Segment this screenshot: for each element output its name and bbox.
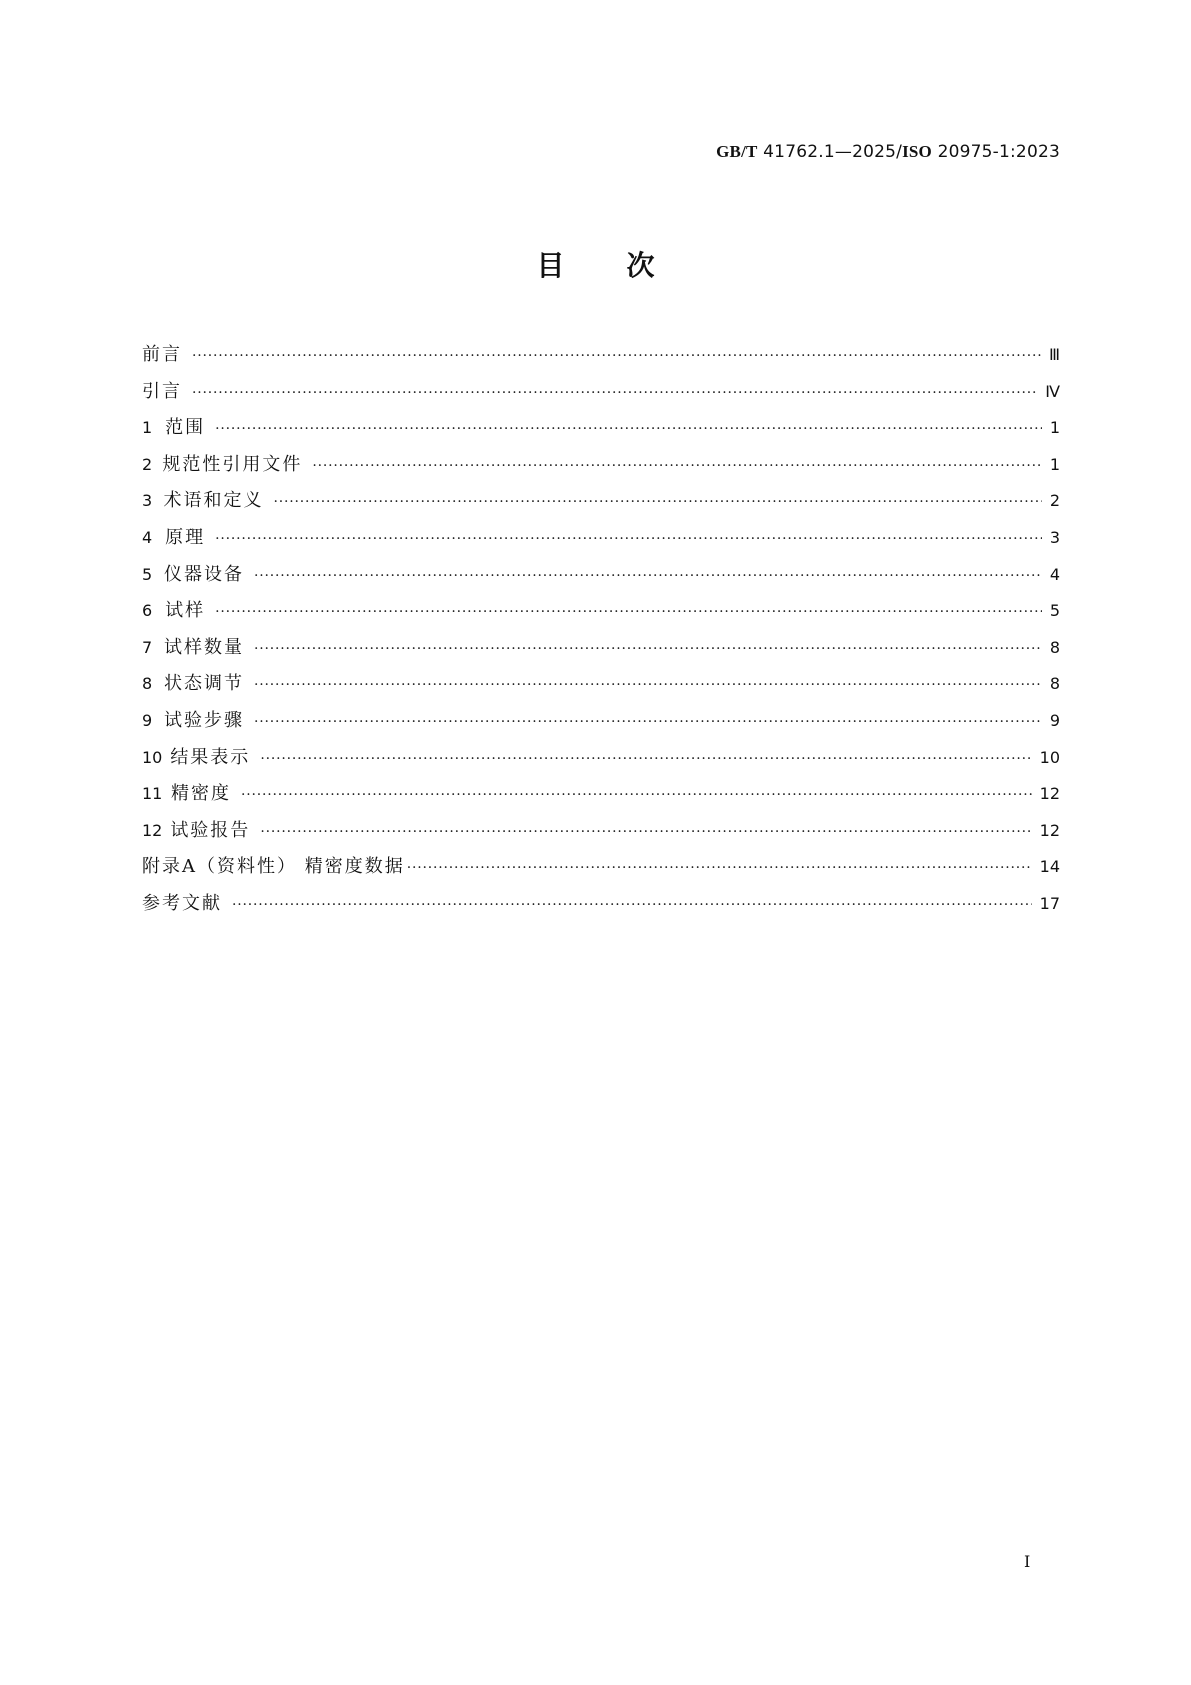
toc-entry-page: 5: [1049, 601, 1060, 621]
standard-prefix: GB/T: [716, 142, 758, 161]
toc-entry-page: Ⅳ: [1045, 381, 1060, 401]
dot-leader: [215, 421, 1042, 437]
toc-entry-procedure[interactable]: [142, 706, 1060, 743]
table-of-contents: [142, 340, 1060, 926]
toc-entry-number: 12: [142, 820, 163, 840]
toc-entry-expression-of-results[interactable]: [142, 743, 1060, 780]
toc-entry-page: 4: [1049, 564, 1060, 584]
iso-number: 20975-1:2023: [931, 142, 1060, 162]
toc-entry-page: 8: [1049, 637, 1060, 657]
toc-entry-page: 1: [1049, 454, 1060, 474]
toc-entry-page: 12: [1039, 820, 1060, 840]
toc-entry-annex-a[interactable]: [142, 852, 1060, 889]
toc-entry-number-of-specimens[interactable]: [142, 633, 1060, 670]
dot-leader: [273, 494, 1041, 510]
standard-number: 41762.1—2025/: [757, 142, 903, 162]
toc-entry-number: 6: [142, 601, 153, 621]
toc-entry-page: Ⅲ: [1048, 345, 1060, 364]
toc-entry-preface[interactable]: [142, 340, 1060, 377]
dot-leader: [254, 677, 1042, 693]
toc-entry-label: 试验报告: [170, 819, 251, 841]
toc-entry-number: 7: [142, 637, 153, 657]
toc-entry-page: 12: [1039, 784, 1060, 804]
toc-entry-number: 1: [142, 418, 153, 438]
toc-entry-principle[interactable]: [142, 523, 1060, 560]
dot-leader: [215, 604, 1042, 620]
toc-entry-label: 状态调节: [164, 673, 245, 695]
toc-entry-number: 5: [142, 564, 153, 584]
toc-entry-terms[interactable]: [142, 486, 1060, 523]
toc-entry-label: 参考文献: [142, 892, 222, 914]
dot-leader: [215, 531, 1042, 547]
toc-entry-page: 9: [1049, 710, 1060, 730]
dot-leader: [254, 714, 1042, 730]
toc-entry-number: 3: [142, 491, 153, 511]
toc-entry-page: 8: [1049, 674, 1060, 694]
toc-entry-number: 10: [142, 747, 163, 767]
toc-entry-page: 3: [1049, 527, 1060, 547]
toc-entry-scope[interactable]: [142, 413, 1060, 450]
toc-entry-number: 4: [142, 527, 153, 547]
toc-entry-conditioning[interactable]: [142, 669, 1060, 706]
toc-entry-apparatus[interactable]: [142, 560, 1060, 597]
toc-entry-bibliography[interactable]: [142, 889, 1060, 926]
toc-entry-label: 引言: [142, 380, 182, 402]
toc-entry-number: 8: [142, 674, 153, 694]
toc-entry-page: 2: [1049, 491, 1060, 511]
toc-entry-label: 试验步骤: [164, 709, 245, 731]
toc-entry-normative-references[interactable]: [142, 450, 1060, 487]
dot-leader: [260, 824, 1031, 840]
toc-entry-label: 术语和定义: [163, 490, 264, 512]
page-number: Ⅰ: [1024, 1552, 1031, 1571]
toc-entry-label: 试样: [165, 600, 206, 622]
standard-code: [716, 142, 1060, 162]
iso-prefix: ISO: [902, 142, 932, 161]
dot-leader: [192, 385, 1037, 401]
dot-leader: [192, 348, 1041, 364]
dot-leader: [254, 568, 1042, 584]
toc-entry-label: 附录A（资料性） 精密度数据: [142, 856, 405, 878]
toc-entry-number: 2: [142, 454, 153, 474]
toc-entry-page: 14: [1039, 857, 1060, 877]
dot-leader: [232, 897, 1032, 913]
dot-leader: [260, 751, 1031, 767]
toc-entry-page: 10: [1039, 747, 1060, 767]
toc-entry-page: 17: [1039, 893, 1060, 913]
toc-entry-test-report[interactable]: [142, 816, 1060, 853]
toc-entry-label: 规范性引用文件: [162, 453, 303, 475]
toc-entry-number: 11: [142, 784, 163, 804]
toc-entry-label: 结果表示: [170, 746, 251, 768]
dot-leader: [407, 860, 1032, 876]
toc-entry-label: 精密度: [171, 783, 232, 805]
dot-leader: [254, 641, 1042, 657]
toc-entry-label: 原理: [165, 526, 206, 548]
toc-entry-label: 范围: [165, 417, 206, 439]
toc-entry-page: 1: [1049, 418, 1060, 438]
dot-leader: [312, 458, 1041, 474]
toc-entry-precision[interactable]: [142, 779, 1060, 816]
page-title: 目次: [536, 249, 717, 282]
toc-entry-label: 前言: [142, 344, 182, 365]
toc-entry-label: 仪器设备: [164, 563, 245, 585]
dot-leader: [241, 787, 1032, 803]
toc-entry-introduction[interactable]: [142, 377, 1060, 414]
toc-entry-test-specimens[interactable]: [142, 596, 1060, 633]
toc-entry-number: 9: [142, 710, 153, 730]
toc-entry-label: 试样数量: [164, 636, 245, 658]
